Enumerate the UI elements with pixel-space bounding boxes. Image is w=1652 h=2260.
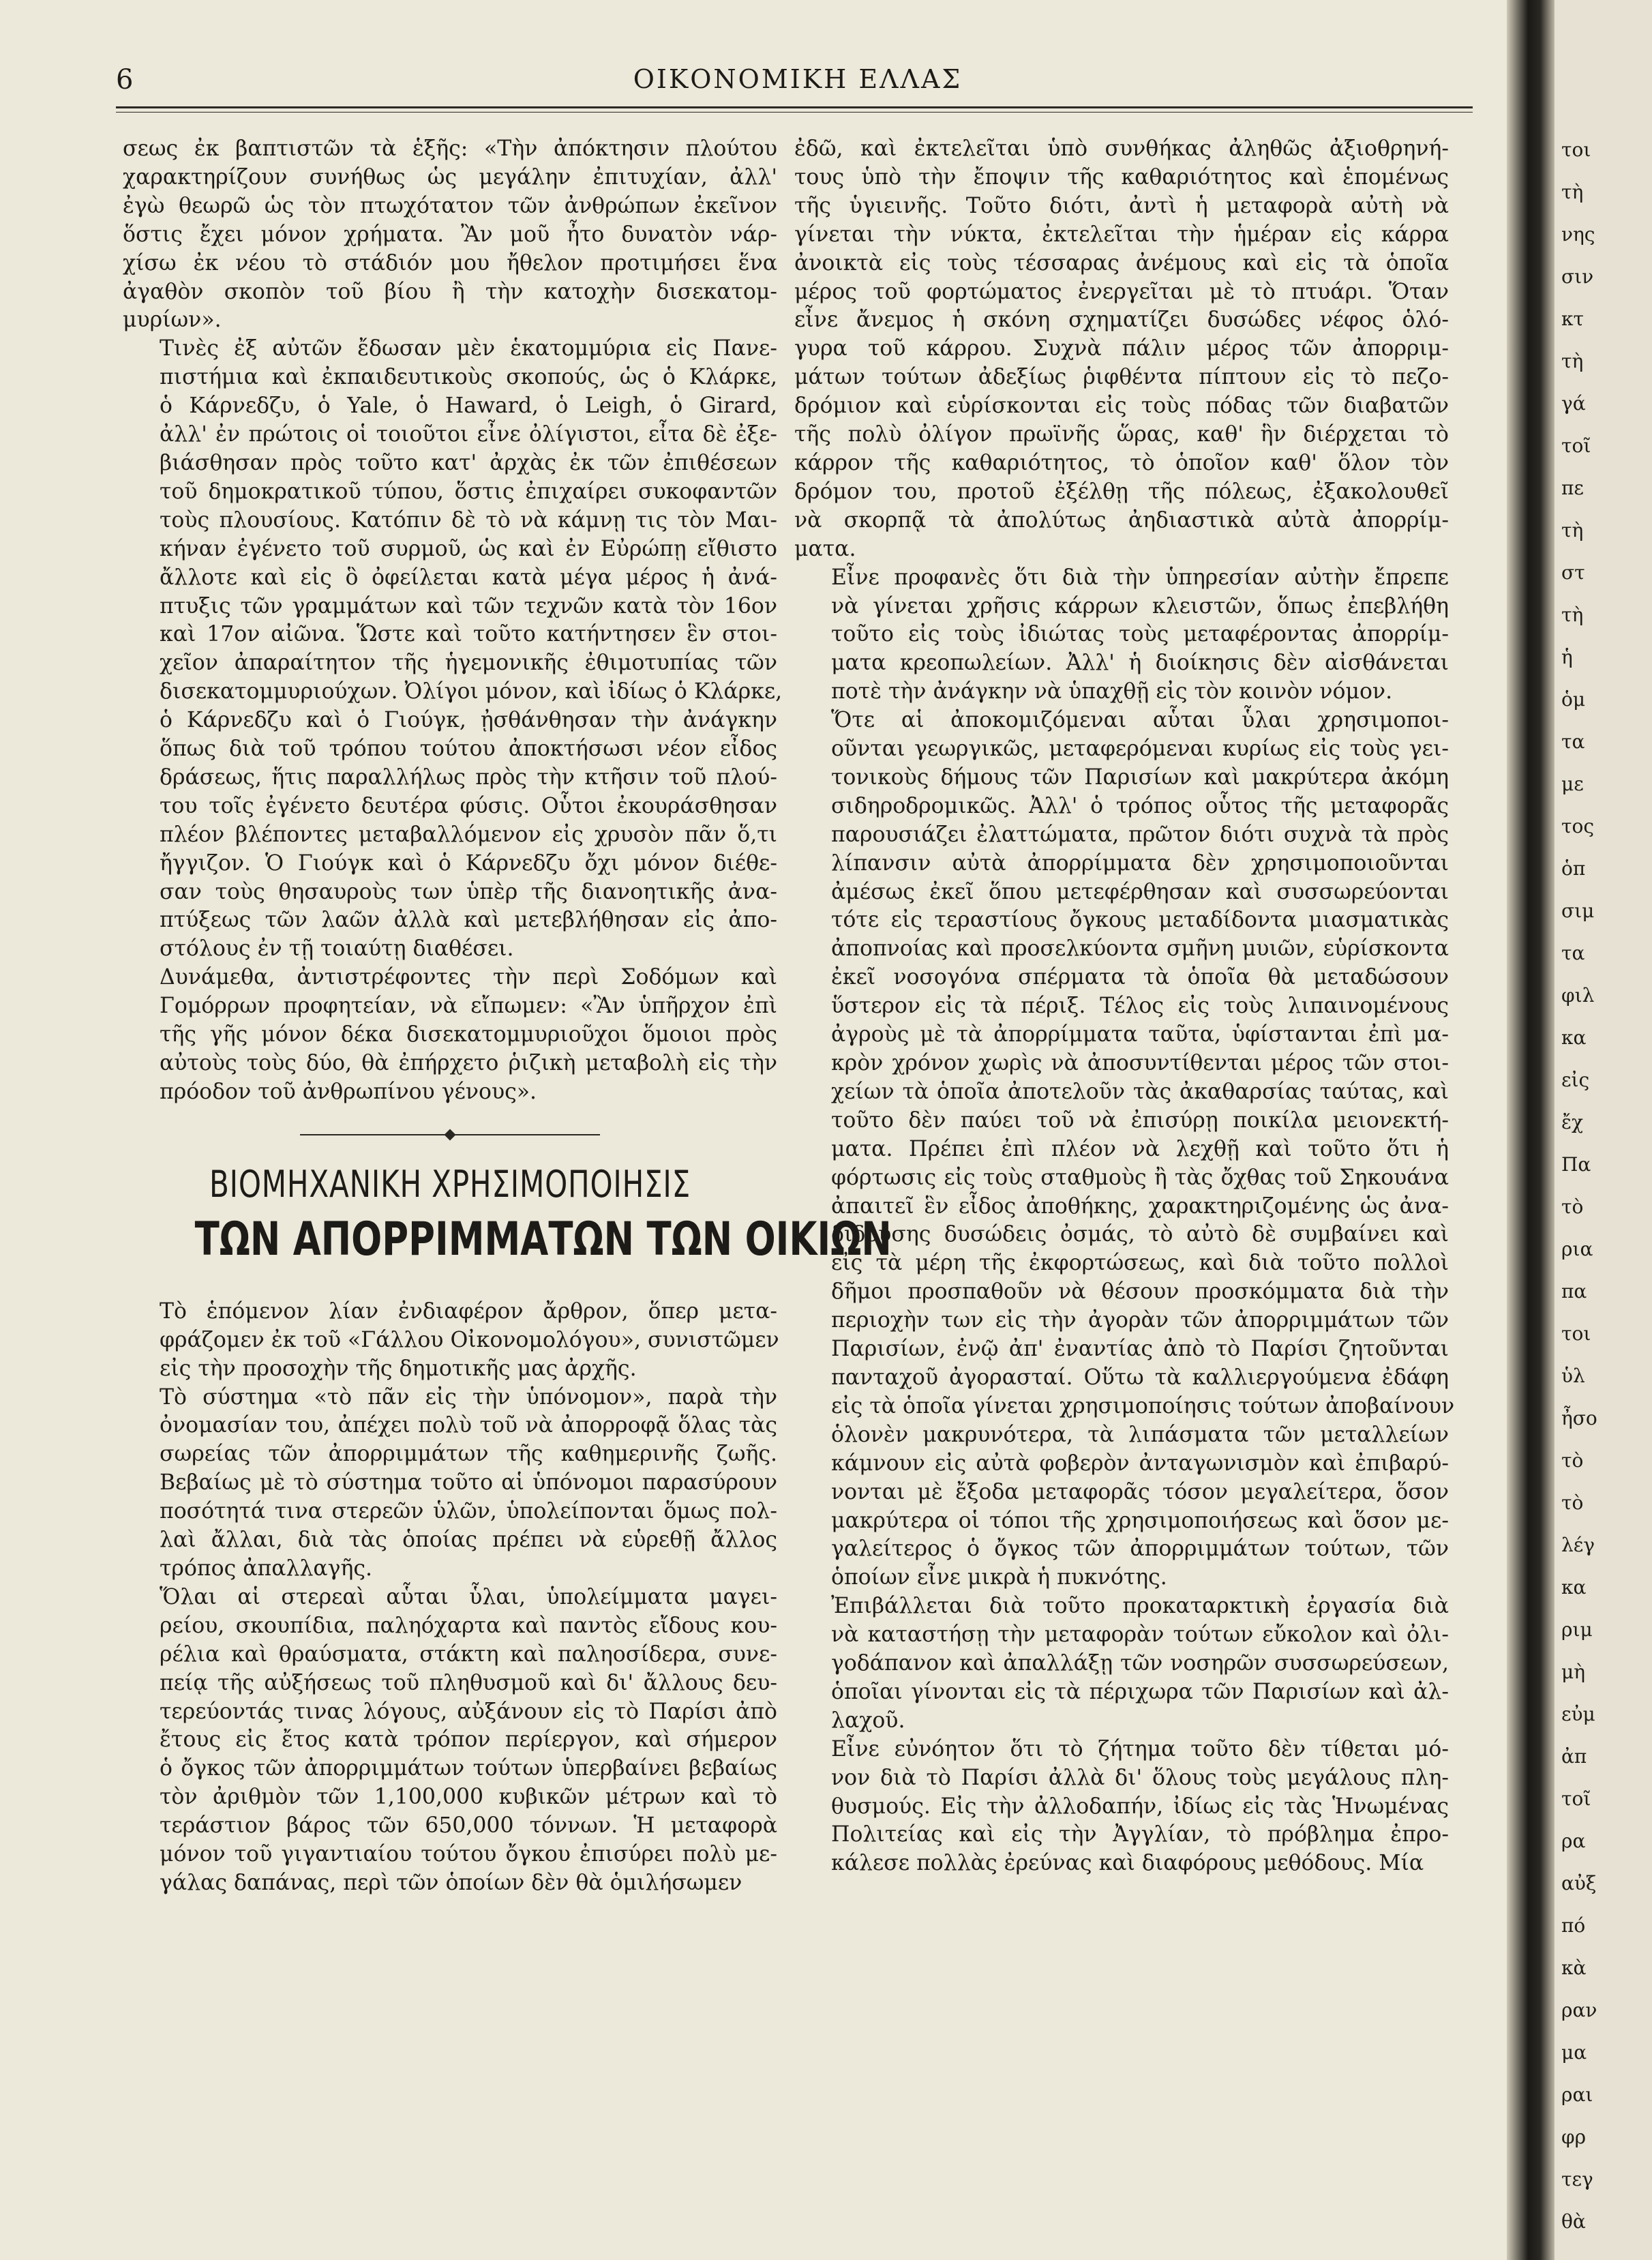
- text-line: πτυξις τῶν γραμμάτων καὶ τῶν τεχνῶν κατὰ τὸν 16ον: [160, 593, 777, 619]
- next-page-fragment: πό: [1561, 1914, 1586, 1937]
- text-line: παρουσιάζει ἐλαττώματα, πρῶτον διότι συχνὰ τὰ πρὸς: [831, 822, 1449, 847]
- next-page-fragment: ἔχ: [1561, 1111, 1583, 1133]
- text-line: Δυνάμεθα, ἀντιστρέφοντες τὴν περὶ Σοδόμων καὶ: [160, 965, 777, 990]
- next-page-edge: [1555, 0, 1652, 2260]
- next-page-fragment: γά: [1561, 392, 1586, 415]
- text-line: πείᾳ τῆς αὐξήσεως τοῦ πληθυσμοῦ καὶ δι' ἄλλους δευ-: [160, 1670, 777, 1695]
- article-headline-line-1: ΒΙΟΜΗΧΑΝΙΚΗ ΧΡΗΣΙΜΟΠΟΙΗΣΙΣ: [209, 1162, 691, 1206]
- text-line: ποσότητά τινα στερεῶν ὑλῶν, ὑπολείπονται ὅμως πολ-: [160, 1499, 777, 1524]
- next-page-fragment: τὴ: [1561, 350, 1584, 372]
- text-line: λαὶ ἄλλαι, διὰ τὰς ὁποίας πρέπει νὰ εὑρεθῇ ἄλλος: [160, 1528, 777, 1553]
- next-page-fragment: ραν: [1561, 1999, 1597, 2021]
- right-paragraph-3: [794, 707, 1455, 1592]
- next-page-fragment: κα: [1561, 1576, 1587, 1599]
- text-line: Παρισίων, ἐνῷ ἀπ' ἐναντίας ἀπὸ τὸ Παρίσι ζητοῦνται: [831, 1337, 1449, 1362]
- text-line: λαχοῦ.: [831, 1708, 905, 1733]
- text-line: τότε εἰς τεραστίους ὄγκους μεταδίδοντα μιασματικὰς: [831, 908, 1449, 933]
- text-line: ἀλλ' ἐν πρώτοις οἱ τοιοῦτοι εἶνε ὀλίγιστοι, εἶτα δὲ ἐξε-: [160, 422, 777, 447]
- text-line: ὁποῖαι γίνονται εἰς τὰ πέριχωρα τῶν Παρισίων καὶ ἀλ-: [831, 1679, 1449, 1704]
- journal-title: ΟΙΚΟΝΟΜΙΚΗ ΕΛΛΑΣ: [633, 64, 963, 94]
- text-line: τονικοὺς δήμους τῶν Παρισίων καὶ μακρύτερα ἀκόμη: [831, 764, 1449, 790]
- text-line: κάλεσε πολλὰς ἐρεύνας καὶ διαφόρους μεθόδους. Μία: [831, 1851, 1424, 1876]
- next-page-fragment: νης: [1561, 223, 1595, 246]
- text-line: Τὸ ἑπόμενον λίαν ἐνδιαφέρον ἄρθρον, ὅπερ μετα-: [160, 1298, 777, 1324]
- text-line: ἀμέσως ἐκεῖ ὅπου μετεφέρθησαν καὶ συσσωρεύονται: [831, 879, 1449, 904]
- next-page-fragment: πε: [1561, 477, 1584, 499]
- text-line: γαλείτερος ὁ ὄγκος τῶν ἀπορριμμάτων τούτων, τῶν: [831, 1536, 1449, 1562]
- next-page-fragment: ραι: [1561, 2083, 1593, 2106]
- text-line: σιδηροδρομικῶς. Ἀλλ' ὁ τρόπος οὗτος τῆς μεταφορᾶς: [831, 793, 1449, 818]
- text-line: ὁ ὄγκος τῶν ἀπορριμμάτων τούτων ὑπερβαίνει βεβαίως: [160, 1756, 777, 1781]
- text-line: λίπανσιν αὐτὰ ἀπορρίμματα δὲν χρησιμοποιοῦνται: [831, 850, 1449, 876]
- next-page-fragment: εὐμ: [1561, 1703, 1595, 1725]
- next-page-fragment: τα: [1561, 942, 1585, 964]
- text-line: νον διὰ τὸ Παρίσι ἀλλὰ δι' ὅλους τοὺς μεγάλους πλη-: [831, 1765, 1449, 1790]
- next-page-fragment: κα: [1561, 1026, 1587, 1049]
- text-line: ἐγὼ θεωρῶ ὡς τὸν πτωχότατον τῶν ἀνθρώπων ἐκεῖνον: [123, 193, 777, 218]
- text-line: ἐδῶ, καὶ ἐκτελεῖται ὑπὸ συνθήκας ἀληθῶς ἀξιοθρηνή-: [794, 136, 1449, 161]
- next-page-fragment: στ: [1561, 561, 1585, 584]
- next-page-fragment: τεγ: [1561, 2168, 1593, 2190]
- text-line: ἤγγιζον. Ὁ Γιούγκ καὶ ὁ Κάρνεδζυ ὄχι μόνον διέθε-: [160, 850, 777, 876]
- next-page-fragment: κὰ: [1561, 1957, 1587, 1979]
- header-rule: [116, 106, 1473, 108]
- next-page-fragment: φιλ: [1561, 984, 1595, 1007]
- text-line: τοῦτο δὲν παύει τοῦ νὰ ἐπισύρῃ ποικίλα μειονεκτή-: [831, 1107, 1449, 1133]
- page-header: [116, 60, 1480, 101]
- next-page-fragment: λέγ: [1561, 1534, 1595, 1556]
- text-line: ἐκεῖ νοσογόνα σπέρματα τὰ ὁποῖα θὰ μεταδώσουν: [831, 965, 1449, 990]
- text-line: Εἶνε εὐνόητον ὅτι τὸ ζήτημα τοῦτο δὲν τίθεται μό-: [831, 1736, 1449, 1761]
- text-line: εἰς τὴν προσοχὴν τῆς δημοτικῆς μας ἀρχῆς.: [160, 1356, 637, 1381]
- text-line: νὰ γίνεται χρῆσις κάρρων κλειστῶν, ὅπως ἐπεβλήθη: [831, 593, 1449, 619]
- left-paragraph-3: [123, 964, 777, 1107]
- text-line: ματα.: [794, 536, 856, 561]
- text-line: νονται μὲ ἔξοδα μεταφορᾶς τόσον μεγαλείτερα, ὅσον: [831, 1479, 1449, 1504]
- text-line: ὅστις ἔχει μόνον χρήματα. Ἂν μοῦ ἦτο δυνατὸν νάρ-: [123, 222, 777, 247]
- text-line: χίσω ἐκ νέου τὸ στάδιόν μου ἤθελον προτιμήσει ἕνα: [123, 250, 777, 276]
- text-line: ὀνομασίαν του, ἀπέχει πολὺ τοῦ νὰ ἀπορροφᾷ ὅλας τὰς: [160, 1413, 777, 1438]
- text-line: μάτων τούτων ἀδεξίως ῥιφθέντα πίπτουν εἰς τὸ πεζο-: [794, 365, 1449, 390]
- text-line: τῆς ὑγιεινῆς. Τοῦτο διότι, ἀντὶ ἡ μεταφορὰ αὐτὴ νὰ: [794, 193, 1449, 218]
- next-page-fragment: αὐξ: [1561, 1872, 1597, 1894]
- text-line: πρόοδον τοῦ ἀνθρωπίνου γένους».: [160, 1079, 537, 1104]
- text-line: φόρτωσις εἰς τοὺς σταθμοὺς ἢ τὰς ὄχθας τοῦ Σηκουάνα: [831, 1165, 1449, 1190]
- text-line: Ὅλαι αἱ στερεαὶ αὗται ὗλαι, ὑπολείμματα μαγει-: [160, 1584, 777, 1609]
- text-line: γίνεται τὴν νύκτα, ἐκτελεῖται τὴν ἡμέραν εἰς κάρρα: [794, 222, 1449, 247]
- next-page-fragment: τοι: [1561, 1322, 1591, 1345]
- next-page-fragment: κτ: [1561, 308, 1584, 330]
- next-page-fragment: μα: [1561, 2041, 1587, 2064]
- section-divider: [300, 1134, 600, 1135]
- next-page-fragment: τοῖ: [1561, 434, 1591, 457]
- text-line: ὁποίων εἶνε μικρὰ ἡ πυκνότης.: [831, 1565, 1167, 1590]
- text-line: τοῦτο εἰς τοὺς ἰδιώτας τοὺς μεταφέροντας ἀπορρίμ-: [831, 622, 1449, 647]
- next-page-fragment: ὁμ: [1561, 688, 1586, 711]
- text-line: δισεκατομμυριούχων. Ὀλίγοι μόνον, καὶ ἰδίως ὁ Κλάρκε,: [160, 679, 783, 704]
- text-line: κήναν ἐγένετο τοῦ συρμοῦ, ὡς καὶ ἐν Εὐρώπῃ εἴθιστο: [160, 536, 777, 561]
- next-page-fragment: ὑλ: [1561, 1365, 1585, 1387]
- text-line: πλέον βλέποντες μεταβαλλόμενον εἰς χρυσὸν πᾶν ὅ,τι: [160, 822, 777, 847]
- left-paragraph-6: [123, 1584, 777, 1898]
- text-line: σωρείας τῶν ἀπορριμμάτων τῆς καθημερινῆς ζωῆς.: [160, 1442, 777, 1467]
- next-page-fragment: τα: [1561, 730, 1585, 753]
- text-line: νὰ καταστήσῃ τὴν μεταφορὰν τούτων εὔκολον καὶ ὀλι-: [831, 1622, 1449, 1648]
- text-line: μυρίων».: [123, 308, 222, 333]
- next-page-fragment: τὴ: [1561, 181, 1584, 203]
- text-line: μακρύτερα οἱ τόποι τῆς χρησιμοποιήσεως καὶ ὅσον με-: [831, 1508, 1449, 1533]
- text-line: γυρα τοῦ κάρρου. Συχνὰ πάλιν μέρος τῶν ἀπορριμ-: [794, 336, 1449, 361]
- right-paragraph-2: [794, 564, 1449, 707]
- next-page-fragment: ἀπ: [1561, 1745, 1587, 1768]
- text-line: ποτὲ τὴν ἀνάγκην νὰ ὑπαχθῇ εἰς τὸν κοινὸν νόμον.: [831, 679, 1393, 704]
- text-line: του τοῖς ἐγένετο δευτέρα φύσις. Οὗτοι ἐκουράσθησαν: [160, 793, 777, 818]
- next-page-fragment: ρια: [1561, 1238, 1593, 1260]
- text-line: ὁ Κάρνεδζυ, ὁ Yale, ὁ Haward, ὁ Leigh, ὁ Girard,: [160, 393, 777, 419]
- next-page-fragment: μὴ: [1561, 1661, 1585, 1683]
- next-page-fragment: με: [1561, 773, 1584, 795]
- text-line: πιστήμια καὶ ἐκπαιδευτικοὺς σκοπούς, ὡς ὁ Κλάρκε,: [160, 365, 777, 390]
- text-line: ὁλονὲν μακρυνότερα, τὰ λιπάσματα τῶν μεταλλείων: [831, 1422, 1449, 1447]
- text-line: διδούσης δυσώδεις ὀσμάς, τὸ αὐτὸ δὲ συμβαίνει καὶ: [831, 1222, 1449, 1247]
- article-headline-line-2: ΤΩΝ ΑΠΟΡΡΙΜΜΑΤΩΝ ΤΩΝ ΟΙΚΙΩΝ: [194, 1212, 892, 1266]
- text-line: Τὸ σύστημα «τὸ πᾶν εἰς τὴν ὑπόνομον», παρὰ τὴν: [160, 1384, 777, 1410]
- text-line: βιάσθησαν πρὸς τοῦτο κατ' ἀρχὰς ἐκ τῶν ἐπιθέσεων: [160, 450, 777, 475]
- text-line: τοὺς πλουσίους. Κατόπιν δὲ τὸ νὰ κάμνῃ τις τὸν Μαι-: [160, 507, 777, 533]
- text-line: ἀνοικτὰ εἰς τοὺς τέσσαρας ἀνέμους καὶ εἰς τὰ ὁποῖα: [794, 250, 1449, 276]
- book-gutter: [1507, 0, 1555, 2260]
- next-page-fragment: Πα: [1561, 1153, 1591, 1176]
- text-line: ἔτους εἰς ἔτος κατὰ τρόπον περίεργον, καὶ σήμερον: [160, 1727, 777, 1753]
- next-page-fragment: τοι: [1561, 138, 1591, 161]
- next-page-fragment: ριμ: [1561, 1618, 1593, 1641]
- text-line: ματα. Πρέπει ἐπὶ πλέον νὰ λεχθῇ καὶ τοῦτο ὅτι ἡ: [831, 1136, 1449, 1161]
- text-line: καὶ 17ον αἰῶνα. Ὥστε καὶ τοῦτο κατήντησεν ἓν στοι-: [160, 622, 777, 647]
- text-line: νὰ σκορπᾷ τὰ ἀπολύτως ἀηδιαστικὰ αὐτὰ ἀπορρίμ-: [794, 507, 1449, 533]
- left-paragraph-4: [123, 1298, 777, 1384]
- text-line: τῆς γῆς μόνον δέκα δισεκατομμυριοῦχοι ὅμοιοι πρὸς: [160, 1022, 777, 1047]
- text-line: ἀγαθὸν σκοπὸν τοῦ βίου ἢ τὴν κατοχὴν δισεκατομ-: [123, 279, 777, 304]
- text-line: δρόμιον καὶ εὑρίσκονται εἰς τοὺς πόδας τῶν διαβατῶν: [794, 393, 1449, 419]
- text-line: ὅπως διὰ τοῦ τρόπου τούτου ἀποκτήσωσι νέον εἶδος: [160, 737, 777, 762]
- text-line: Εἶνε προφανὲς ὅτι διὰ τὴν ὑπηρεσίαν αὐτὴν ἔπρεπε: [831, 565, 1449, 590]
- next-page-fragment: σιμ: [1561, 899, 1595, 922]
- next-page-fragment: εἰς: [1561, 1069, 1590, 1091]
- text-line: εἶνε ἄνεμος ἡ σκόνη σχηματίζει δυσώδες νέφος ὁλό-: [794, 308, 1449, 333]
- left-paragraph-1: [123, 135, 777, 335]
- text-line: φράζομεν ἐκ τοῦ «Γάλλου Οἰκονομολόγου», συνιστῶμεν: [160, 1327, 779, 1352]
- text-line: ἄλλοτε καὶ εἰς ὃ ὀφείλεται κατὰ μέγα μέρος ἡ ἀνά-: [160, 565, 777, 590]
- text-line: Γομόρρων προφητείαν, νὰ εἴπωμεν: «Ἂν ὑπῆρχον ἐπὶ: [160, 994, 777, 1019]
- text-line: Τινὲς ἐξ αὐτῶν ἔδωσαν μὲν ἑκατομμύρια εἰς Πανε-: [160, 336, 777, 361]
- left-paragraph-5: [123, 1384, 777, 1584]
- text-line: αὐτοὺς τοὺς δύο, θὰ ἐπήρχετο ῥιζικὴ μεταβολὴ εἰς τὴν: [160, 1051, 777, 1075]
- next-page-fragment: τὸ: [1561, 1195, 1584, 1218]
- page-number: 6: [116, 64, 134, 95]
- text-line: μέρος τοῦ φορτώματος ἐνεργεῖται μὲ τὸ πτυάρι. Ὅταν: [794, 279, 1449, 304]
- next-page-fragment: ἦσο: [1561, 1407, 1597, 1429]
- text-line: εἰς τὰ μέρη τῆς ἐκφορτώσεως, καὶ διὰ τοῦτο πολλοὶ: [831, 1251, 1449, 1276]
- next-page-fragment: τὸ: [1561, 1449, 1584, 1472]
- next-page-fragment: θὰ: [1561, 2210, 1586, 2233]
- text-line: ἀπαιτεῖ ἓν εἶδος ἀποθήκης, χαρακτηριζομένης ὡς ἀνα-: [831, 1193, 1449, 1219]
- right-column: [794, 135, 1455, 1878]
- next-page-fragment: ρα: [1561, 1830, 1586, 1852]
- text-line: θυσμούς. Εἰς τὴν ἀλλοδαπήν, ἰδίως εἰς τὰς Ἡνωμένας: [831, 1794, 1449, 1819]
- right-paragraph-1: [794, 135, 1449, 564]
- text-line: ὁ Κάρνεδζυ καὶ ὁ Γιούγκ, ᾐσθάνθησαν τὴν ἀνάγκην: [160, 708, 777, 733]
- text-line: Ὅτε αἱ ἀποκομιζόμεναι αὗται ὗλαι χρησιμοποι-: [831, 708, 1449, 733]
- text-line: σεως ἐκ βαπτιστῶν τὰ ἑξῆς: «Τὴν ἀπόκτησιν πλούτου: [123, 136, 777, 161]
- text-line: οῦνται γεωργικῶς, μεταφερόμεναι κυρίως εἰς τοὺς γει-: [831, 737, 1449, 762]
- text-line: ρείου, σκουπίδια, παληόχαρτα καὶ παντὸς εἴδους κου-: [160, 1613, 777, 1638]
- next-page-fragment: πα: [1561, 1280, 1587, 1303]
- text-line: κάμνουν εἰς αὐτὰ φοβερὸν ἀνταγωνισμὸν καὶ ἐπιβαρύ-: [831, 1451, 1449, 1476]
- next-page-fragment: τος: [1561, 815, 1595, 837]
- text-line: σαν τοὺς θησαυροὺς των ὑπὲρ τῆς διανοητικῆς ἀνα-: [160, 879, 777, 904]
- text-line: τεράστιον βάρος τῶν 650,000 τόννων. Ἡ μεταφορὰ: [160, 1813, 777, 1839]
- next-page-fragment: τὴ: [1561, 604, 1584, 626]
- text-line: ἀποπνοίας καὶ προσελκύοντα σμῆνη μυιῶν, εὑρίσκοντα: [831, 936, 1449, 962]
- text-line: Ἐπιβάλλεται διὰ τοῦτο προκαταρκτικὴ ἐργασία διὰ: [831, 1594, 1449, 1619]
- text-line: τῆς πολὺ ὀλίγον πρωϊνῆς ὥρας, καθ' ἣν διέρχεται τὸ: [794, 422, 1449, 447]
- text-line: τερεύοντάς τινας λόγους, αὐξάνουν εἰς τὸ Παρίσι ἀπὸ: [160, 1699, 777, 1724]
- text-line: ματα κρεοπωλείων. Ἀλλ' ἡ διοίκησις δὲν αἰσθάνεται: [831, 651, 1449, 676]
- text-line: δράσεως, ἥτις παραλλήλως πρὸς τὴν κτῆσιν τοῦ πλού-: [160, 764, 777, 790]
- text-line: Βεβαίως μὲ τὸ σύστημα τοῦτο αἱ ὑπόνομοι παρασύρουν: [160, 1470, 777, 1496]
- next-page-fragment: σιν: [1561, 265, 1594, 288]
- right-paragraph-4: [794, 1592, 1449, 1736]
- text-line: τὸν ἀριθμὸν τῶν 1,100,000 κυβικῶν μέτρων καὶ τὸ: [160, 1785, 777, 1810]
- text-line: εἰς τὰ ὁποῖα γίνεται χρησιμοποίησις τούτων ἀποβαίνουν: [831, 1393, 1455, 1418]
- text-line: πτύξεως τῶν λαῶν ἀλλὰ καὶ μετεβλήθησαν εἰς ἀπο-: [160, 908, 777, 933]
- header-rule-thin: [116, 112, 1473, 113]
- text-line: τρόπος ἀπαλλαγῆς.: [160, 1556, 373, 1581]
- left-paragraph-2: [123, 335, 783, 964]
- text-line: τοῦ δημοκρατικοῦ τύπου, ὅστις ἐπιχαίρει συκοφαντῶν: [160, 479, 777, 504]
- text-line: στόλους ἐν τῇ τοιαύτῃ διαθέσει.: [160, 936, 514, 962]
- text-line: χεῖον ἀπαραίτητον τῆς ἡγεμονικῆς ἐθιμοτυπίας τῶν: [160, 651, 777, 676]
- text-line: ρέλια καὶ θραύσματα, στάκτη καὶ παληοσίδερα, συνε-: [160, 1641, 777, 1667]
- text-line: ἀγροὺς μὲ τὰ ἀπορρίμματα ταῦτα, ὑφίστανται ἐπὶ μα-: [831, 1022, 1449, 1047]
- next-page-fragment: τοῖ: [1561, 1787, 1591, 1810]
- right-paragraph-5: [794, 1736, 1449, 1879]
- next-page-fragment: τὸ: [1561, 1491, 1584, 1514]
- text-line: Πολιτείας καὶ εἰς τὴν Ἀγγλίαν, τὸ πρόβλημα ἐπρο-: [831, 1822, 1449, 1847]
- text-line: γάλας δαπάνας, περὶ τῶν ὁποίων δὲν θὰ ὁμιλήσωμεν: [160, 1870, 742, 1895]
- text-line: δῆμοι προσπαθοῦν νὰ θέσουν προσκόμματα διὰ τὴν: [831, 1279, 1449, 1305]
- text-line: μόνον τοῦ γιγαντιαίου τούτου ὄγκου ἐπισύρει πολὺ με-: [160, 1842, 777, 1867]
- text-line: χείων τὰ ὁποῖα ἀποτελοῦν τὰς ἀκαθαρσίας ταύτας, καὶ: [831, 1079, 1449, 1104]
- text-line: τους ὑπὸ τὴν ἔποψιν τῆς καθαριότητος καὶ ἑπομένως: [794, 164, 1449, 190]
- text-line: γοδάπανον καὶ ἀπαλλάξῃ τῶν νοσηρῶν συσσωρεύσεων,: [831, 1651, 1449, 1676]
- next-page-fragment: ὁπ: [1561, 857, 1586, 880]
- next-page-fragment: ἡ: [1561, 646, 1573, 668]
- next-page-fragment: φρ: [1561, 2126, 1587, 2148]
- text-line: δρόμον του, προτοῦ ἐξέλθῃ τῆς πόλεως, ἐξακολουθεῖ: [794, 479, 1449, 504]
- text-line: περιοχὴν των εἰς τὴν ἀγορὰν τῶν ἀπορριμμάτων τῶν: [831, 1308, 1449, 1333]
- text-line: κάρρον τῆς καθαριότητος, τὸ ὁποῖον καθ' ὅλον τὸν: [794, 450, 1449, 475]
- text-line: χαρακτηρίζουν συνήθως ὡς μεγάλην ἐπιτυχίαν, ἀλλ': [123, 164, 777, 190]
- text-line: ὕστερον εἰς τὰ πέριξ. Τέλος εἰς τοὺς λιπαινομένους: [831, 994, 1449, 1019]
- text-line: κρὸν χρόνον χωρὶς νὰ ἀποσυντίθενται μέρος τῶν στοι-: [831, 1051, 1449, 1075]
- text-line: πανταχοῦ ἀγορασταί. Οὕτω τὰ καλλιεργούμενα ἐδάφη: [831, 1365, 1449, 1390]
- next-page-fragment: τὴ: [1561, 519, 1584, 541]
